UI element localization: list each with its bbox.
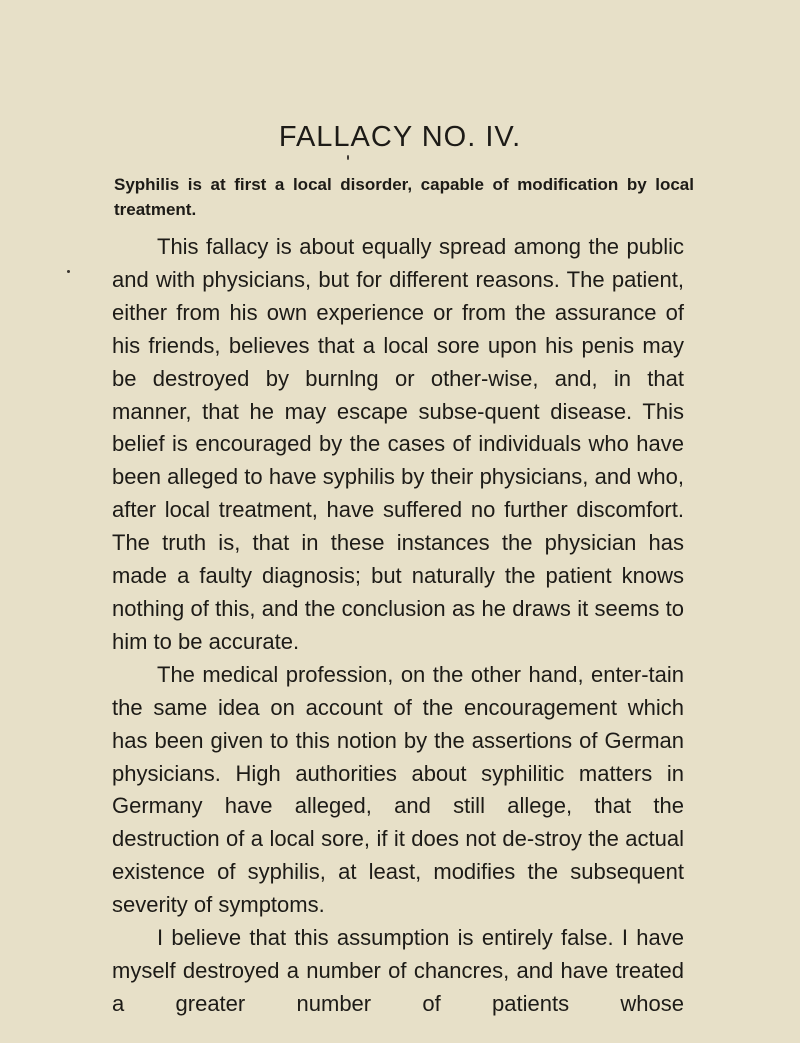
chapter-heading: FALLACY NO. IV. [278,121,522,153]
paper-speck [347,155,349,160]
body-text [112,231,684,1021]
paragraph: The medical profession, on the other hand, enter-tain the same idea on account of the encouragement which has been given to this notion by the assertions of German physicians. High authorities about syphilitic matters in Germany have alleged, and still allege, that the destruction of a local sore, if it does not de-stroy the actual existence of syphilis, at least, modifies the subsequent severity of symptoms. [112,661,684,918]
fallacy-statement: Syphilis is at first a local disorder, capable of modification by local treatment. [114,175,694,219]
paragraph: This fallacy is about equally spread among the public and with physicians, but for different reasons. The patient, either from his own experience or from the assurance of his friends, believes that a local sore upon his penis may be destroyed by burnlng or other-wise, and, in that manner, that he may escape subse-quent disease. This belief is encouraged by the cases of individuals who have been alleged to have syphilis by their physicians, and who, after local treatment, have suffered no further discomfort. The truth is, that in these instances the physician has made a faulty diagnosis; but naturally the patient knows nothing of this, and the conclusion as he draws it seems to him to be accurate. [112,234,684,654]
paper-speck [67,270,70,273]
paragraph: I believe that this assumption is entirely false. I have myself destroyed a number of chancres, and have treated a greater number of patients whose [112,925,684,1016]
